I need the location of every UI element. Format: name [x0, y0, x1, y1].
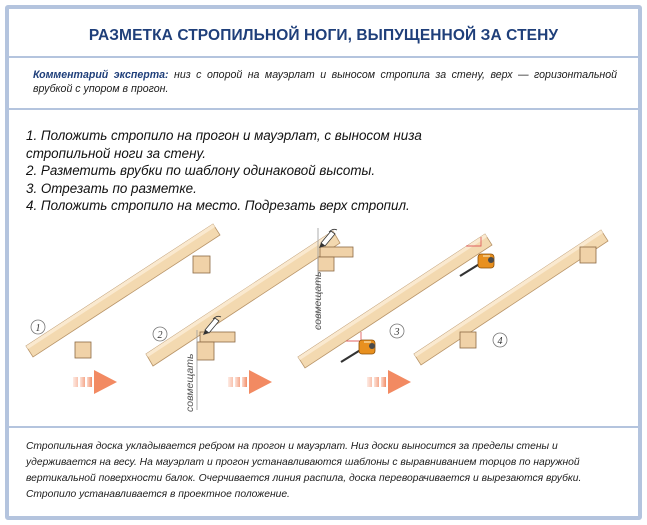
- stage-1-mauerlat: [75, 342, 91, 358]
- expert-comment-label: Комментарий эксперта:: [33, 69, 169, 81]
- step-line: 1. Положить стропило на прогон и мауэрлат, с выносом низа: [26, 128, 422, 143]
- stage-2-lower-template: [197, 332, 235, 360]
- align-label: совмещать: [184, 353, 196, 412]
- step-line: 2. Разметить врубки по шаблону одинаковой высоты.: [26, 163, 376, 178]
- arrow-right-icon: [73, 370, 117, 394]
- svg-text:1: 1: [35, 323, 41, 334]
- arrow-right-icon: [367, 370, 411, 394]
- step-line: стропильной ноги за стену.: [26, 145, 207, 161]
- stage-2-upper-template: [318, 247, 353, 271]
- stage-3-number: [390, 324, 404, 338]
- svg-text:3: 3: [394, 327, 400, 338]
- arrow-right-icon: [228, 370, 272, 394]
- description-text: Стропильная доска укладывается ребром на прогон и мауэрлат. Низ доски выносится за пределы стены и удерживается на весу. На мауэрлат и прогон устанавливаются шаблоны с выравниванием торцов по наружной вертикальной поверхности балок. Очерчивается линия распила, доска переворачивается и вырезаются врубки. Стропило устанавливается в проектное положение.: [26, 441, 582, 500]
- svg-text:4: 4: [497, 336, 503, 347]
- stage-2-number: [153, 327, 167, 341]
- step-line: 4. Положить стропило на место. Подрезать верх стропил.: [26, 198, 410, 213]
- page-title: РАЗМЕТКА СТРОПИЛЬНОЙ НОГИ, ВЫПУЩЕННОЙ ЗА СТЕНУ: [88, 27, 559, 44]
- chainsaw-icon: [341, 340, 375, 362]
- stage-4-mauerlat: [460, 332, 476, 348]
- align-label: совмещать: [312, 271, 324, 330]
- svg-text:2: 2: [157, 330, 163, 341]
- stage-4-number: [493, 333, 507, 347]
- stage-4-rafter: [414, 230, 608, 365]
- stage-4-purlin: [580, 247, 596, 263]
- expert-comment-text: низ с опорой на мауэрлат и выносом стропила за стену, верх — горизонтальной врубкой с упором в прогон.: [33, 69, 618, 95]
- stage-1-purlin: [193, 256, 210, 273]
- stage-1-number: [31, 320, 45, 334]
- step-line: 3. Отрезать по разметке.: [26, 180, 197, 196]
